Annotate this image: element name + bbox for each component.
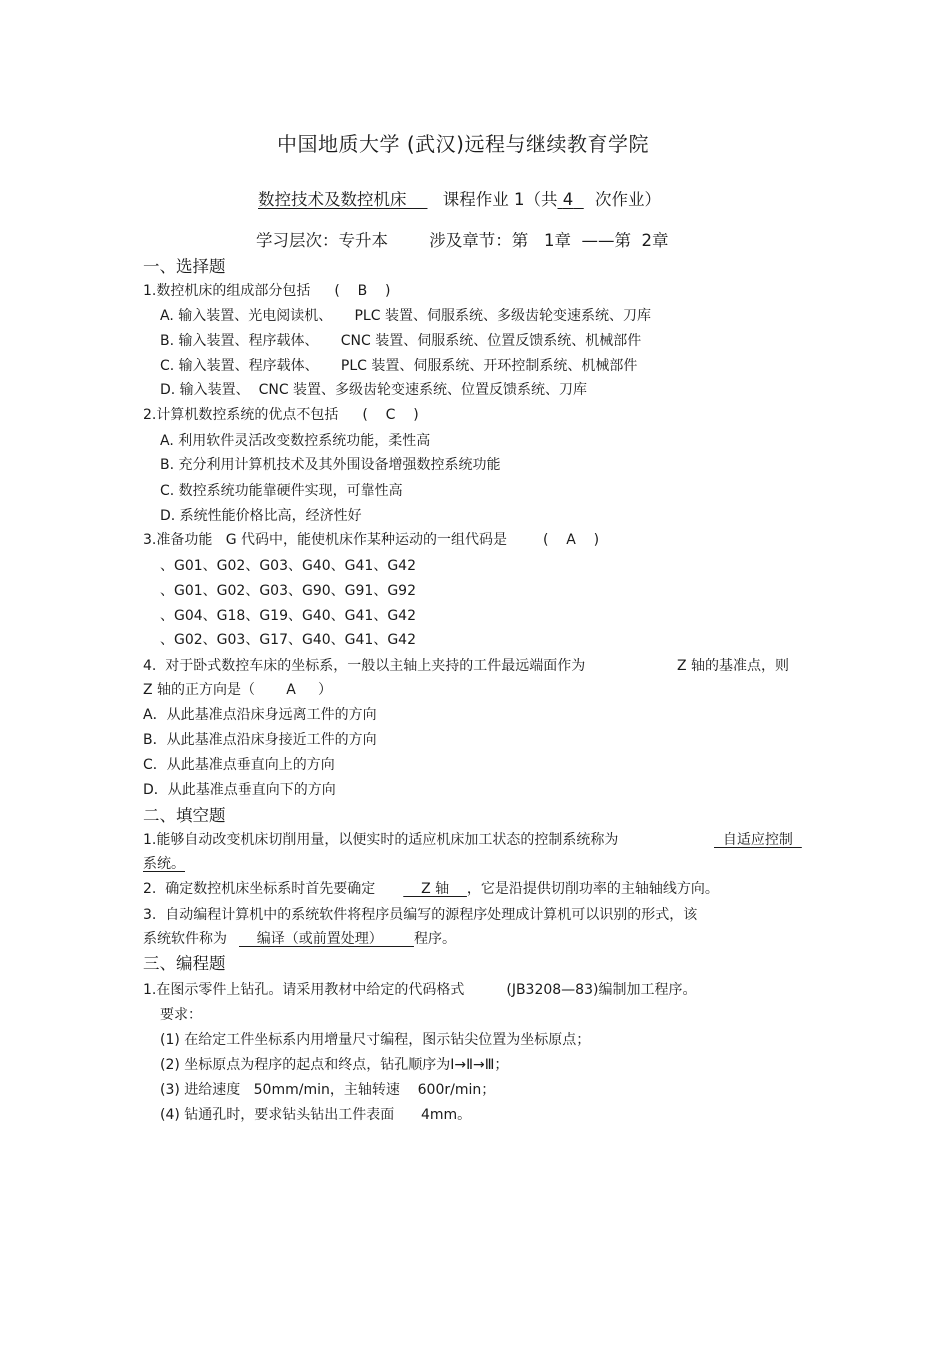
prog-requirement-1: (1) 在给定工件坐标系内用增量尺寸编程，图示钻尖位置为坐标原点； xyxy=(160,1032,591,1048)
study-level: 学习层次：专升本 xyxy=(256,231,388,250)
fill-3-line1: 3. 自动编程计算机中的系统软件将程序员编写的源程序处理成计算机可以识别的形式，该 xyxy=(143,907,698,923)
prog-requirement-2: (2) 坐标原点为程序的起点和终点，钻孔顺序为Ⅰ→Ⅱ→Ⅲ； xyxy=(160,1057,509,1073)
fill-2-answer: Z 轴 xyxy=(403,881,467,897)
prog-requirement-3: (3) 进给速度 50mm/min，主轴转速 600r/min； xyxy=(160,1082,496,1098)
level-line xyxy=(256,227,668,251)
q1-option-c: C. 输入装置、程序载体、 PLC 装置、伺服系统、开环控制系统、机械部件 xyxy=(160,358,638,374)
q1-stem: 1.数控机床的组成部分包括 ( B ) xyxy=(143,283,391,299)
q2-option-c: C. 数控系统功能靠硬件实现，可靠性高 xyxy=(160,483,403,499)
prog-requirement-4: (4) 钻通孔时，要求钻头钻出工件表面 4mm。 xyxy=(160,1107,472,1123)
fill-1-line1: 1.能够自动改变机床切削用量，以便实时的适应机床加工状态的控制系统称为 xyxy=(143,832,619,848)
q1-option-d: D. 输入装置、 CNC 装置、多级齿轮变速系统、位置反馈系统、刀库 xyxy=(160,382,588,398)
q1-answer: ( B ) xyxy=(334,283,391,299)
q3-option-d: 、G02、G03、G17、G40、G41、G42 xyxy=(160,632,416,648)
q3-answer: ( A ) xyxy=(543,532,600,548)
fill-1-line2: 系统。 xyxy=(143,856,185,872)
q4-option-d: D．从此基准点垂直向下的方向 xyxy=(143,782,336,798)
document-title: 中国地质大学 (武汉)远程与继续教育学院 xyxy=(277,132,649,156)
q2-stem: 2.计算机数控系统的优点不包括 ( C ) xyxy=(143,407,419,423)
assignment-suffix: 次作业） xyxy=(594,190,661,209)
q4-stem-line2: Z 轴的正方向是（ A ） xyxy=(143,682,333,698)
fill-2: 2. 确定数控机床坐标系时首先要确定 Z 轴 ，它是沿提供切削功率的主轴轴线方向。 xyxy=(143,881,719,897)
course-name: 数控技术及数控机床 xyxy=(258,190,407,209)
assignment-label: 课程作业 1（共 xyxy=(442,190,558,209)
q4-option-a: A．从此基准点沿床身远离工件的方向 xyxy=(143,707,377,723)
section-choice: 一、选择题 xyxy=(143,257,226,276)
q3-option-a: 、G01、G02、G03、G40、G41、G42 xyxy=(160,558,416,574)
q4-stem-line1-tail: Z 轴的基准点，则 xyxy=(677,658,790,674)
chapters: 涉及章节：第 1章 ——第 2章 xyxy=(429,231,669,250)
prog-requirements-label: 要求： xyxy=(160,1007,202,1023)
q1-option-a: A. 输入装置、光电阅读机、 PLC 装置、伺服系统、多级齿轮变速系统、刀库 xyxy=(160,308,651,324)
q2-answer: ( C ) xyxy=(362,407,419,423)
fill-1-answer: 自适应控制 xyxy=(714,832,802,848)
q2-option-a: A. 利用软件灵活改变数控系统功能，柔性高 xyxy=(160,433,431,449)
assignment-count: 4 xyxy=(562,190,574,209)
q2-option-b: B. 充分利用计算机技术及其外围设备增强数控系统功能 xyxy=(160,457,501,473)
section-programming: 三、编程题 xyxy=(143,954,226,973)
prog-stem: 1.在图示零件上钻孔。请采用教材中给定的代码格式 (JB3208—83)编制加工程序。 xyxy=(143,982,697,998)
q2-option-d: D. 系统性能价格比高，经济性好 xyxy=(160,508,362,524)
fill-3-line2: 系统软件称为 编译（或前置处理） 程序。 xyxy=(143,931,456,947)
q1-option-b: B. 输入装置、程序载体、 CNC 装置、伺服系统、位置反馈系统、机械部件 xyxy=(160,333,642,349)
q4-stem-line1: 4. 对于卧式数控车床的坐标系，一般以主轴上夹持的工件最远端面作为 xyxy=(143,658,586,674)
fill-3-answer: 编译（或前置处理） xyxy=(239,931,414,947)
course-line xyxy=(258,186,661,210)
q3-option-c: 、G04、G18、G19、G40、G41、G42 xyxy=(160,608,416,624)
q4-option-c: C．从此基准点垂直向上的方向 xyxy=(143,757,335,773)
q3-option-b: 、G01、G02、G03、G90、G91、G92 xyxy=(160,583,416,599)
section-fill: 二、填空题 xyxy=(143,806,226,825)
q3-stem: 3.准备功能 G 代码中，能使机床作某种运动的一组代码是 ( A ) xyxy=(143,532,600,548)
q4-option-b: B．从此基准点沿床身接近工件的方向 xyxy=(143,732,377,748)
